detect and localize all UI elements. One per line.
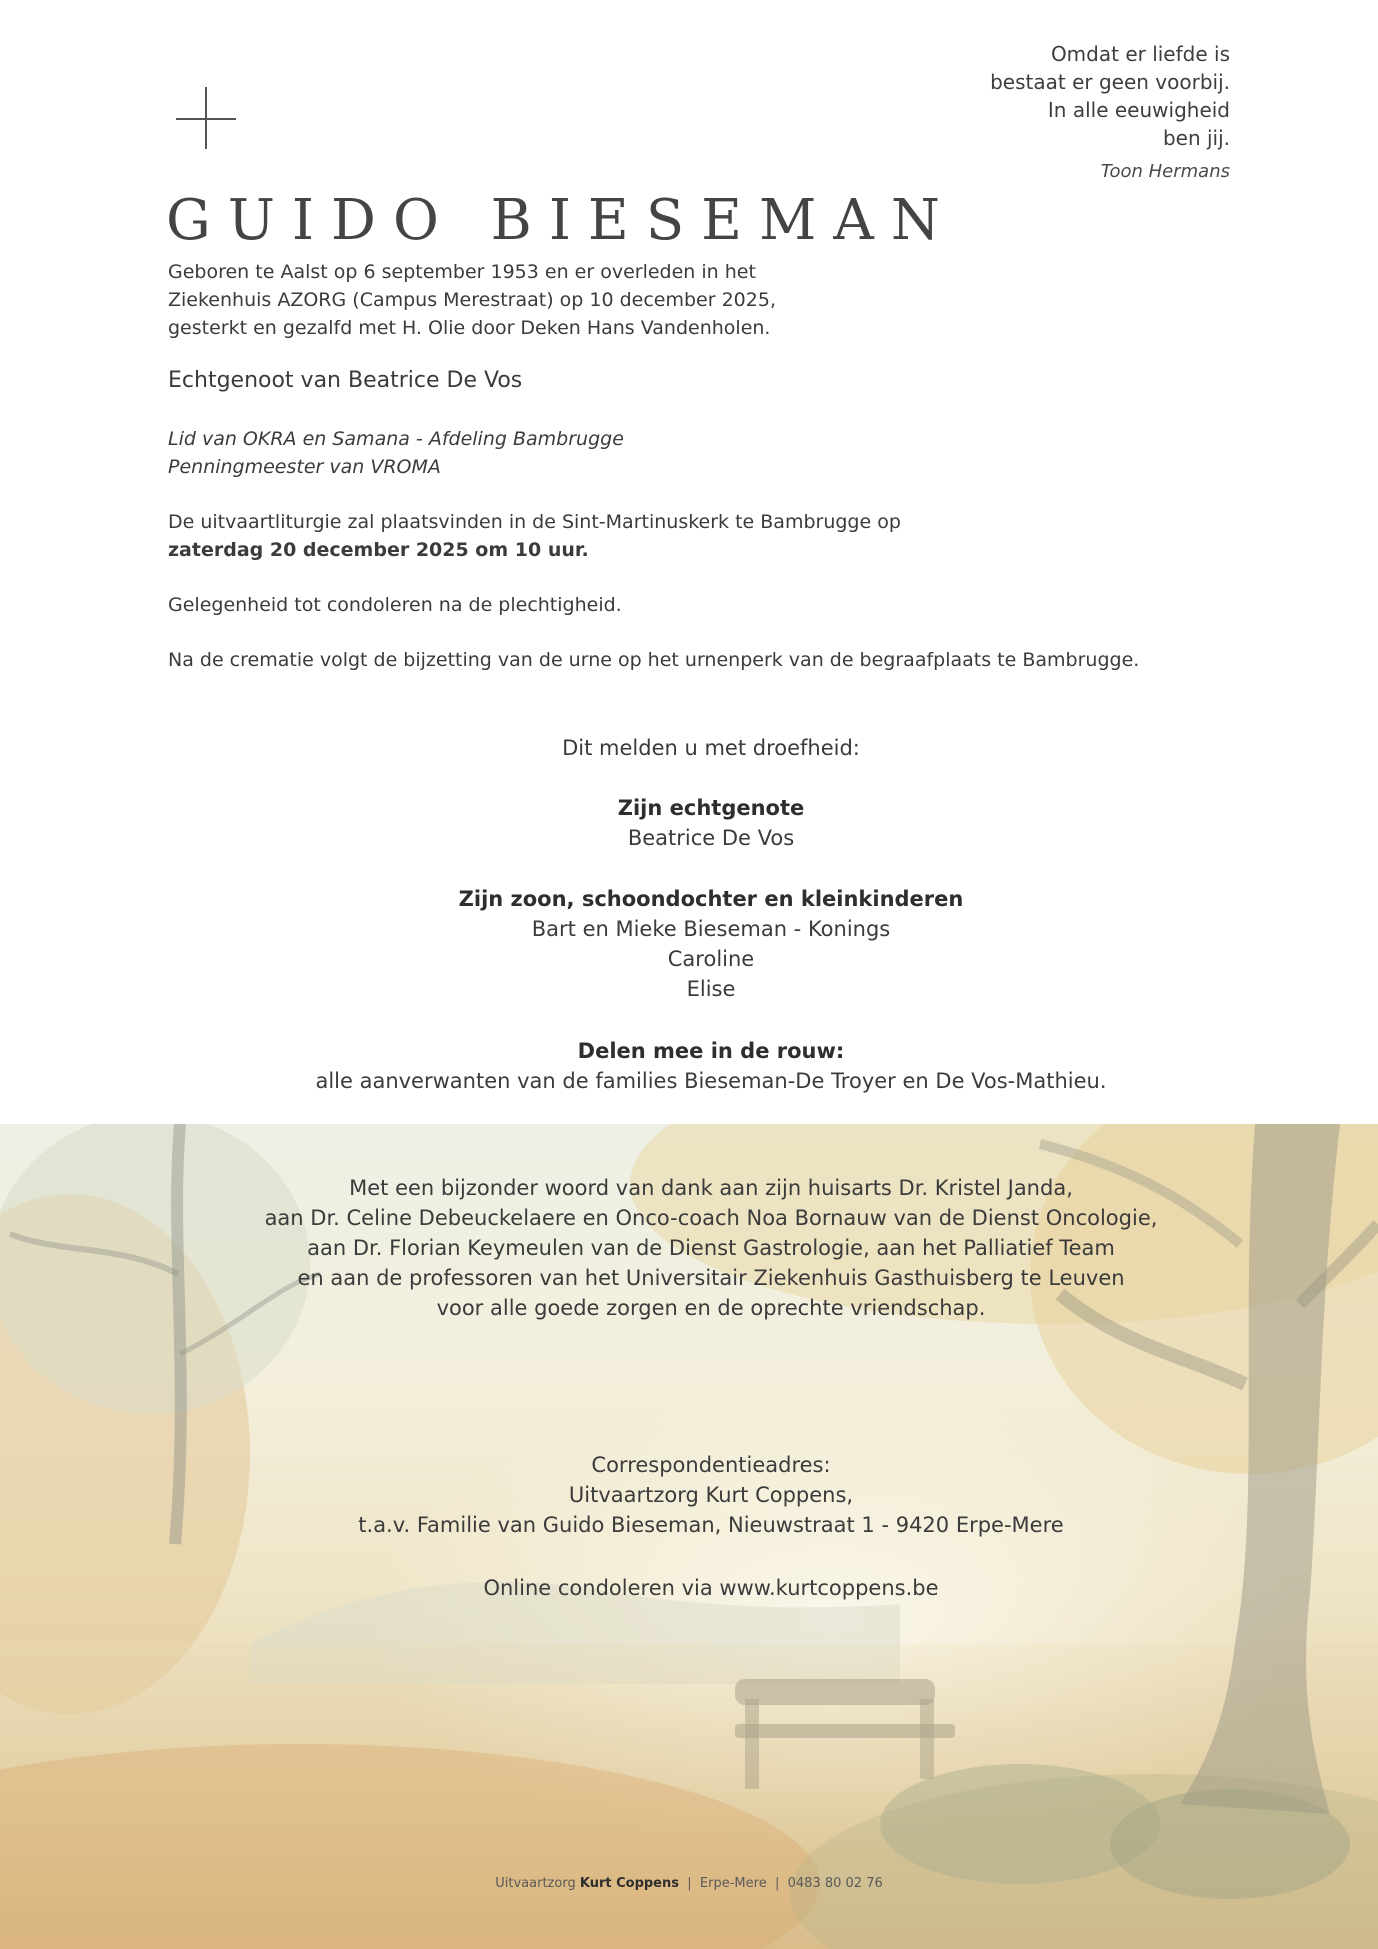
mourning-heading: Delen mee in de rouw: xyxy=(577,1039,845,1063)
wife-section xyxy=(0,793,1378,853)
membership-line: Lid van OKRA en Samana - Afdeling Bambrugge xyxy=(168,428,624,450)
thanks-line: aan Dr. Celine Debeuckelaere en Onco-coach Noa Bornauw van de Dienst Oncologie, xyxy=(264,1206,1158,1230)
correspondence-line: Uitvaartzorg Kurt Coppens, xyxy=(568,1483,854,1507)
family-member: Bart en Mieke Bieseman - Konings xyxy=(531,917,891,941)
correspondence-line: Correspondentieadres: xyxy=(591,1453,831,1477)
footer-company: Kurt Coppens xyxy=(579,1876,679,1891)
footer xyxy=(0,1876,1378,1891)
poem-author: Toon Hermans xyxy=(1100,161,1230,182)
son-heading: Zijn zoon, schoondochter en kleinkinderen xyxy=(458,887,964,911)
funeral-intro: De uitvaartliturgie zal plaatsvinden in de Sint-Martinuskerk te Bambrugge op xyxy=(168,511,901,533)
birth-line: gesterkt en gezalfd met H. Olie door Deken Hans Vandenholen. xyxy=(168,317,771,339)
membership-line: Penningmeester van VROMA xyxy=(168,456,441,478)
spouse-line: Echtgenoot van Beatrice De Vos xyxy=(168,368,523,393)
online-condolence-line: Online condoleren via www.kurtcoppens.be xyxy=(483,1576,939,1600)
cremation-line: Na de crematie volgt de bijzetting van de urne op het urnenperk van de begraafplaats te Bambrugge. xyxy=(168,649,1140,671)
family-member: Elise xyxy=(686,977,736,1001)
thanks-line: Met een bijzonder woord van dank aan zijn huisarts Dr. Kristel Janda, xyxy=(349,1176,1073,1200)
footer-phone: 0483 80 02 76 xyxy=(787,1876,883,1891)
birth-line: Ziekenhuis AZORG (Campus Merestraat) op 10 december 2025, xyxy=(168,289,776,311)
wife-name: Beatrice De Vos xyxy=(627,826,795,850)
thanks-line: en aan de professoren van het Universitair Ziekenhuis Gasthuisberg te Leuven xyxy=(297,1266,1125,1290)
cross-icon xyxy=(176,87,236,149)
poem-line: In alle eeuwigheid xyxy=(1047,98,1230,122)
mourning-section xyxy=(0,1036,1378,1096)
deceased-name: GUIDO BIESEMAN xyxy=(166,188,957,253)
mourning-text: alle aanverwanten van de families Bieseman-De Troyer en De Vos-Mathieu. xyxy=(315,1069,1107,1093)
funeral-paragraph xyxy=(168,508,1168,564)
poem-line: Omdat er liefde is xyxy=(1050,42,1230,66)
footer-prefix: Uitvaartzorg xyxy=(495,1876,576,1891)
poem-line: ben jij. xyxy=(1162,126,1230,150)
funeral-date: zaterdag 20 december 2025 om 10 uur. xyxy=(168,539,589,561)
thanks-paragraph xyxy=(0,1173,1378,1323)
footer-separator: | xyxy=(687,1876,692,1891)
correspondence-line: t.a.v. Familie van Guido Bieseman, Nieuwstraat 1 - 9420 Erpe-Mere xyxy=(358,1513,1064,1537)
poem-line: bestaat er geen voorbij. xyxy=(990,70,1230,94)
poem xyxy=(810,40,1230,186)
wife-heading: Zijn echtgenote xyxy=(617,796,805,820)
family-member: Caroline xyxy=(667,947,755,971)
birth-death-paragraph xyxy=(168,258,1168,342)
thanks-line: voor alle goede zorgen en de oprechte vriendschap. xyxy=(436,1296,986,1320)
footer-separator: | xyxy=(774,1876,780,1891)
son-section xyxy=(0,884,1378,1004)
membership-paragraph xyxy=(168,425,1168,481)
condolence-line: Gelegenheid tot condoleren na de plechtigheid. xyxy=(168,594,622,616)
announcement: Dit melden u met droefheid: xyxy=(562,736,860,760)
thanks-line: aan Dr. Florian Keymeulen van de Dienst Gastrologie, aan het Palliatief Team xyxy=(307,1236,1115,1260)
birth-line: Geboren te Aalst op 6 september 1953 en er overleden in het xyxy=(168,261,756,283)
footer-city: Erpe-Mere xyxy=(699,1876,767,1891)
correspondence-address xyxy=(0,1450,1378,1540)
